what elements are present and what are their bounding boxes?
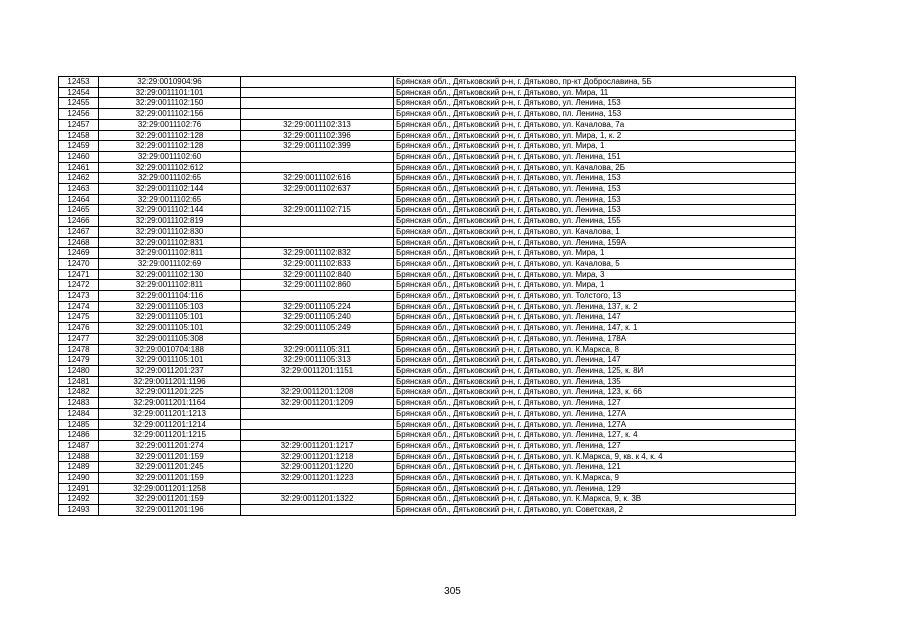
row-number-cell: 12464	[59, 194, 99, 205]
address-cell: Брянская обл., Дятьковский р-н, г. Дятьково, ул. Ленина, 121	[394, 462, 796, 473]
cadastral-number-cell: 32:29:0011102:811	[99, 248, 241, 259]
linked-cadastral-number-cell: 32:29:0011201:1217	[241, 440, 394, 451]
table-row	[59, 87, 796, 98]
linked-cadastral-number-cell: 32:29:0011105:311	[241, 344, 394, 355]
table-row	[59, 291, 796, 302]
address-cell: Брянская обл., Дятьковский р-н, г. Дятьково, ул. Ленина, 127, к. 4	[394, 430, 796, 441]
table-body	[59, 77, 796, 516]
linked-cadastral-number-cell: 32:29:0011201:1223	[241, 473, 394, 484]
cadastral-number-cell: 32:29:0011102:831	[99, 237, 241, 248]
table-row	[59, 365, 796, 376]
table-row	[59, 419, 796, 430]
row-number-cell: 12468	[59, 237, 99, 248]
cadastral-number-cell: 32:29:0010904:96	[99, 77, 241, 88]
address-cell: Брянская обл., Дятьковский р-н, г. Дятьково, ул. Ленина, 153	[394, 205, 796, 216]
row-number-cell: 12473	[59, 291, 99, 302]
linked-cadastral-number-cell	[241, 194, 394, 205]
row-number-cell: 12486	[59, 430, 99, 441]
cadastral-number-cell: 32:29:0011102:144	[99, 205, 241, 216]
cadastral-number-cell: 32:29:0011105:101	[99, 323, 241, 334]
page-number: 305	[444, 586, 461, 597]
linked-cadastral-number-cell	[241, 226, 394, 237]
address-cell: Брянская обл., Дятьковский р-н, г. Дятьково, ул. Ленина, 147	[394, 312, 796, 323]
linked-cadastral-number-cell: 32:29:0011102:637	[241, 184, 394, 195]
cadastral-number-cell: 32:29:0011201:225	[99, 387, 241, 398]
row-number-cell: 12456	[59, 109, 99, 120]
table-row	[59, 387, 796, 398]
row-number-cell: 12487	[59, 440, 99, 451]
linked-cadastral-number-cell	[241, 237, 394, 248]
table-row	[59, 483, 796, 494]
address-cell: Брянская обл., Дятьковский р-н, г. Дятьково, ул. Ленина, 127А	[394, 419, 796, 430]
linked-cadastral-number-cell	[241, 151, 394, 162]
table-row	[59, 398, 796, 409]
linked-cadastral-number-cell: 32:29:0011102:832	[241, 248, 394, 259]
address-cell: Брянская обл., Дятьковский р-н, г. Дятьково, ул. Качалова, 1	[394, 226, 796, 237]
row-number-cell: 12489	[59, 462, 99, 473]
table-row	[59, 473, 796, 484]
address-cell: Брянская обл., Дятьковский р-н, г. Дятьково, ул. Ленина, 178А	[394, 333, 796, 344]
document-table	[58, 76, 796, 516]
table-row	[59, 216, 796, 227]
linked-cadastral-number-cell: 32:29:0011105:249	[241, 323, 394, 334]
table-row	[59, 109, 796, 120]
address-cell: Брянская обл., Дятьковский р-н, г. Дятьково, пл. Ленина, 153	[394, 109, 796, 120]
address-cell: Брянская обл., Дятьковский р-н, г. Дятьково, ул. Качалова, 7а	[394, 119, 796, 130]
address-cell: Брянская обл., Дятьковский р-н, г. Дятьково, ул. Мира, 1	[394, 248, 796, 259]
cadastral-number-cell: 32:29:0011105:101	[99, 355, 241, 366]
row-number-cell: 12492	[59, 494, 99, 505]
address-cell: Брянская обл., Дятьковский р-н, г. Дятьково, ул. К.Маркса, 9	[394, 473, 796, 484]
cadastral-number-cell: 32:29:0011102:156	[99, 109, 241, 120]
table-row	[59, 430, 796, 441]
row-number-cell: 12462	[59, 173, 99, 184]
table-row	[59, 505, 796, 516]
cadastral-number-cell: 32:29:0011102:65	[99, 194, 241, 205]
table-row	[59, 237, 796, 248]
address-cell: Брянская обл., Дятьковский р-н, г. Дятьково, ул. Ленина, 155	[394, 216, 796, 227]
cadastral-number-cell: 32:29:0011201:159	[99, 494, 241, 505]
linked-cadastral-number-cell: 32:29:0011102:313	[241, 119, 394, 130]
row-number-cell: 12476	[59, 323, 99, 334]
row-number-cell: 12474	[59, 301, 99, 312]
row-number-cell: 12485	[59, 419, 99, 430]
table-row	[59, 173, 796, 184]
table-row	[59, 151, 796, 162]
address-cell: Брянская обл., Дятьковский р-н, г. Дятьково, ул. К.Маркса, 9, к. 3В	[394, 494, 796, 505]
address-cell: Брянская обл., Дятьковский р-н, г. Дятьково, ул. Ленина, 127А	[394, 408, 796, 419]
cadastral-number-cell: 32:29:0011102:612	[99, 162, 241, 173]
linked-cadastral-number-cell	[241, 162, 394, 173]
row-number-cell: 12463	[59, 184, 99, 195]
linked-cadastral-number-cell: 32:29:0011105:313	[241, 355, 394, 366]
table-row	[59, 301, 796, 312]
linked-cadastral-number-cell	[241, 333, 394, 344]
cadastral-number-cell: 32:29:0011201:245	[99, 462, 241, 473]
linked-cadastral-number-cell	[241, 376, 394, 387]
address-cell: Брянская обл., Дятьковский р-н, г. Дятьково, ул. Ленина, 129	[394, 483, 796, 494]
table-row	[59, 408, 796, 419]
address-cell: Брянская обл., Дятьковский р-н, г. Дятьково, ул. Ленина, 153	[394, 194, 796, 205]
row-number-cell: 12491	[59, 483, 99, 494]
row-number-cell: 12454	[59, 87, 99, 98]
linked-cadastral-number-cell: 32:29:0011201:1208	[241, 387, 394, 398]
address-cell: Брянская обл., Дятьковский р-н, г. Дятьково, ул. Мира, 11	[394, 87, 796, 98]
table-row	[59, 162, 796, 173]
table-row	[59, 451, 796, 462]
table-row	[59, 269, 796, 280]
linked-cadastral-number-cell	[241, 77, 394, 88]
linked-cadastral-number-cell: 32:29:0011201:1151	[241, 365, 394, 376]
cadastral-number-cell: 32:29:0011102:76	[99, 119, 241, 130]
cadastral-number-cell: 32:29:0011201:196	[99, 505, 241, 516]
address-cell: Брянская обл., Дятьковский р-н, г. Дятьково, ул. Ленина, 153	[394, 173, 796, 184]
table-row	[59, 248, 796, 259]
cadastral-number-cell: 32:29:0011201:1215	[99, 430, 241, 441]
row-number-cell: 12460	[59, 151, 99, 162]
table-row	[59, 494, 796, 505]
linked-cadastral-number-cell	[241, 109, 394, 120]
address-cell: Брянская обл., Дятьковский р-н, г. Дятьково, ул. Ленина, 159А	[394, 237, 796, 248]
cadastral-number-cell: 32:29:0011105:103	[99, 301, 241, 312]
address-cell: Брянская обл., Дятьковский р-н, г. Дятьково, ул. Ленина, 127	[394, 398, 796, 409]
cadastral-number-cell: 32:29:0011201:1164	[99, 398, 241, 409]
linked-cadastral-number-cell	[241, 98, 394, 109]
row-number-cell: 12482	[59, 387, 99, 398]
cadastral-number-cell: 32:29:0011201:274	[99, 440, 241, 451]
address-cell: Брянская обл., Дятьковский р-н, г. Дятьково, ул. Мира, 1	[394, 141, 796, 152]
linked-cadastral-number-cell: 32:29:0011201:1209	[241, 398, 394, 409]
address-cell: Брянская обл., Дятьковский р-н, г. Дятьково, ул. Ленина, 147	[394, 355, 796, 366]
address-cell: Брянская обл., Дятьковский р-н, г. Дятьково, ул. К.Маркса, 8	[394, 344, 796, 355]
linked-cadastral-number-cell	[241, 483, 394, 494]
row-number-cell: 12458	[59, 130, 99, 141]
cadastral-number-cell: 32:29:0010704:188	[99, 344, 241, 355]
address-cell: Брянская обл., Дятьковский р-н, г. Дятьково, ул. Ленина, 135	[394, 376, 796, 387]
table-row	[59, 280, 796, 291]
address-cell: Брянская обл., Дятьковский р-н, г. Дятьково, ул. К.Маркса, 9, кв. к 4, к. 4	[394, 451, 796, 462]
linked-cadastral-number-cell	[241, 291, 394, 302]
table-row	[59, 194, 796, 205]
row-number-cell: 12459	[59, 141, 99, 152]
table-row	[59, 333, 796, 344]
row-number-cell: 12461	[59, 162, 99, 173]
table-row	[59, 119, 796, 130]
linked-cadastral-number-cell: 32:29:0011102:860	[241, 280, 394, 291]
address-cell: Брянская обл., Дятьковский р-н, г. Дятьково, ул. Мира, 3	[394, 269, 796, 280]
row-number-cell: 12481	[59, 376, 99, 387]
row-number-cell: 12455	[59, 98, 99, 109]
cadastral-number-cell: 32:29:0011102:69	[99, 258, 241, 269]
table-row	[59, 98, 796, 109]
linked-cadastral-number-cell: 32:29:0011201:1220	[241, 462, 394, 473]
cadastral-number-cell: 32:29:0011201:1213	[99, 408, 241, 419]
address-cell: Брянская обл., Дятьковский р-н, г. Дятьково, ул. Мира, 1, к. 2	[394, 130, 796, 141]
cadastral-number-cell: 32:29:0011102:819	[99, 216, 241, 227]
linked-cadastral-number-cell	[241, 419, 394, 430]
row-number-cell: 12479	[59, 355, 99, 366]
address-cell: Брянская обл., Дятьковский р-н, г. Дятьково, ул. Ленина, 151	[394, 151, 796, 162]
row-number-cell: 12469	[59, 248, 99, 259]
address-cell: Брянская обл., Дятьковский р-н, г. Дятьково, пр-кт Доброславина, 5Б	[394, 77, 796, 88]
address-cell: Брянская обл., Дятьковский р-н, г. Дятьково, ул. Качалова, 5	[394, 258, 796, 269]
row-number-cell: 12470	[59, 258, 99, 269]
table-row	[59, 312, 796, 323]
table-row	[59, 141, 796, 152]
linked-cadastral-number-cell	[241, 87, 394, 98]
table-row	[59, 462, 796, 473]
address-cell: Брянская обл., Дятьковский р-н, г. Дятьково, ул. Мира, 1	[394, 280, 796, 291]
table-row	[59, 258, 796, 269]
address-cell: Брянская обл., Дятьковский р-н, г. Дятьково, ул. Толстого, 13	[394, 291, 796, 302]
linked-cadastral-number-cell: 32:29:0011201:1218	[241, 451, 394, 462]
table-row	[59, 376, 796, 387]
row-number-cell: 12480	[59, 365, 99, 376]
linked-cadastral-number-cell: 32:29:0011105:240	[241, 312, 394, 323]
linked-cadastral-number-cell	[241, 216, 394, 227]
cadastral-number-cell: 32:29:0011104:116	[99, 291, 241, 302]
linked-cadastral-number-cell: 32:29:0011102:396	[241, 130, 394, 141]
linked-cadastral-number-cell	[241, 505, 394, 516]
cadastral-number-cell: 32:29:0011201:1196	[99, 376, 241, 387]
cadastral-number-cell: 32:29:0011102:811	[99, 280, 241, 291]
cadastral-number-cell: 32:29:0011201:159	[99, 451, 241, 462]
row-number-cell: 12483	[59, 398, 99, 409]
address-cell: Брянская обл., Дятьковский р-н, г. Дятьково, ул. Ленина, 127	[394, 440, 796, 451]
cadastral-number-cell: 32:29:0011105:308	[99, 333, 241, 344]
row-number-cell: 12471	[59, 269, 99, 280]
address-cell: Брянская обл., Дятьковский р-н, г. Дятьково, ул. Ленина, 125, к. 8И	[394, 365, 796, 376]
table-row	[59, 226, 796, 237]
cadastral-number-cell: 32:29:0011102:65	[99, 173, 241, 184]
cadastral-number-cell: 32:29:0011102:128	[99, 130, 241, 141]
address-cell: Брянская обл., Дятьковский р-н, г. Дятьково, ул. Ленина, 153	[394, 184, 796, 195]
cadastral-number-cell: 32:29:0011102:144	[99, 184, 241, 195]
linked-cadastral-number-cell: 32:29:0011105:224	[241, 301, 394, 312]
row-number-cell: 12475	[59, 312, 99, 323]
table-row	[59, 77, 796, 88]
row-number-cell: 12477	[59, 333, 99, 344]
cadastral-number-cell: 32:29:0011201:1258	[99, 483, 241, 494]
address-cell: Брянская обл., Дятьковский р-н, г. Дятьково, ул. Ленина, 137, к. 2	[394, 301, 796, 312]
address-cell: Брянская обл., Дятьковский р-н, г. Дятьково, ул. Советская, 2	[394, 505, 796, 516]
linked-cadastral-number-cell	[241, 430, 394, 441]
linked-cadastral-number-cell: 32:29:0011102:616	[241, 173, 394, 184]
row-number-cell: 12472	[59, 280, 99, 291]
cadastral-number-cell: 32:29:0011201:159	[99, 473, 241, 484]
linked-cadastral-number-cell: 32:29:0011102:840	[241, 269, 394, 280]
table-row	[59, 355, 796, 366]
address-cell: Брянская обл., Дятьковский р-н, г. Дятьково, ул. Ленина, 147, к. 1	[394, 323, 796, 334]
table-row	[59, 440, 796, 451]
table-row	[59, 205, 796, 216]
cadastral-number-cell: 32:29:0011102:830	[99, 226, 241, 237]
linked-cadastral-number-cell: 32:29:0011102:833	[241, 258, 394, 269]
row-number-cell: 12467	[59, 226, 99, 237]
cadastral-number-cell: 32:29:0011102:150	[99, 98, 241, 109]
row-number-cell: 12488	[59, 451, 99, 462]
table-row	[59, 344, 796, 355]
table-row	[59, 184, 796, 195]
row-number-cell: 12478	[59, 344, 99, 355]
cadastral-number-cell: 32:29:0011102:130	[99, 269, 241, 280]
row-number-cell: 12484	[59, 408, 99, 419]
linked-cadastral-number-cell: 32:29:0011102:715	[241, 205, 394, 216]
linked-cadastral-number-cell	[241, 408, 394, 419]
cadastral-number-cell: 32:29:0011101:101	[99, 87, 241, 98]
cadastral-number-cell: 32:29:0011102:128	[99, 141, 241, 152]
cadastral-number-cell: 32:29:0011102:60	[99, 151, 241, 162]
row-number-cell: 12490	[59, 473, 99, 484]
row-number-cell: 12453	[59, 77, 99, 88]
cadastral-number-cell: 32:29:0011201:237	[99, 365, 241, 376]
table-row	[59, 323, 796, 334]
address-cell: Брянская обл., Дятьковский р-н, г. Дятьково, ул. Ленина, 123, к. 66	[394, 387, 796, 398]
linked-cadastral-number-cell: 32:29:0011102:399	[241, 141, 394, 152]
address-cell: Брянская обл., Дятьковский р-н, г. Дятьково, ул. Ленина, 153	[394, 98, 796, 109]
cadastral-number-cell: 32:29:0011105:101	[99, 312, 241, 323]
table-row	[59, 130, 796, 141]
address-cell: Брянская обл., Дятьковский р-н, г. Дятьково, ул. Качалова, 2Б	[394, 162, 796, 173]
linked-cadastral-number-cell: 32:29:0011201:1322	[241, 494, 394, 505]
row-number-cell: 12493	[59, 505, 99, 516]
row-number-cell: 12457	[59, 119, 99, 130]
row-number-cell: 12466	[59, 216, 99, 227]
cadastral-number-cell: 32:29:0011201:1214	[99, 419, 241, 430]
row-number-cell: 12465	[59, 205, 99, 216]
